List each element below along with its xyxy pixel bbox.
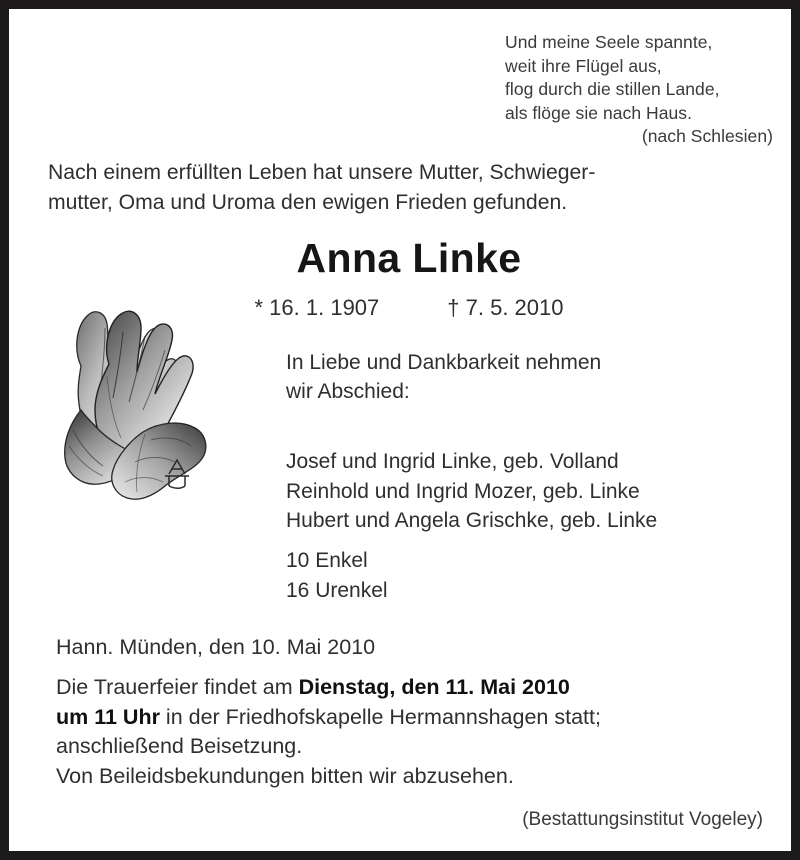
- ceremony-prefix: Die Trauerfeier findet am: [56, 675, 299, 699]
- funeral-home-credit: [9, 809, 763, 831]
- birth-date: * 16. 1. 1907: [254, 295, 380, 320]
- deceased-name: Anna Linke: [296, 235, 522, 281]
- ceremony-time-bold: um 11 Uhr: [56, 704, 160, 729]
- ceremony-line-1: [56, 673, 756, 703]
- ceremony-date-bold: Dienstag, den 11. Mai 2010: [298, 675, 570, 699]
- life-dates: [189, 295, 629, 321]
- ceremony-line-2: [56, 703, 756, 733]
- ceremony-details: [56, 673, 756, 791]
- intro-line-1: Nach einem erfüllten Leben hat unsere Mutter, Schwieger-: [48, 160, 596, 184]
- intro-paragraph: [48, 157, 738, 217]
- poem-line-2: weit ihre Flügel aus,: [505, 55, 662, 76]
- memorial-poem: [505, 31, 773, 149]
- farewell-line-1: In Liebe und Dankbarkeit nehmen: [286, 351, 602, 374]
- list-item: Josef und Ingrid Linke, geb. Volland: [286, 450, 619, 473]
- poem-line-1: Und meine Seele spannte,: [505, 32, 713, 52]
- funeral-home-name: (Bestattungsinstitut Vogeley): [522, 809, 763, 830]
- ceremony-line-4: Von Beileidsbekundungen bitten wir abzusehen.: [56, 763, 514, 788]
- poem-line-4: als flöge sie nach Haus.: [505, 102, 693, 123]
- descendant-counts: [286, 546, 388, 605]
- poem-attribution: (nach Schlesien): [641, 126, 773, 146]
- intro-line-2: mutter, Oma und Uroma den ewigen Frieden gefunden.: [48, 190, 568, 214]
- farewell-line-2: wir Abschied:: [286, 380, 410, 403]
- ceremony-location: in der Friedhofskapelle Hermannshagen statt;: [159, 704, 601, 729]
- death-date: † 7. 5. 2010: [447, 295, 564, 320]
- place-and-date: Hann. Münden, den 10. Mai 2010: [56, 635, 376, 659]
- ceremony-line-3: anschließend Beisetzung.: [56, 734, 303, 758]
- notice-inner: [9, 9, 791, 851]
- praying-hands-illustration: [47, 306, 217, 518]
- farewell-text: [286, 348, 601, 406]
- list-item: 10 Enkel: [286, 549, 368, 572]
- list-item: Reinhold und Ingrid Mozer, geb. Linke: [286, 479, 640, 503]
- family-members-list: [286, 447, 657, 536]
- poem-line-3: flog durch die stillen Lande,: [505, 79, 720, 99]
- list-item: Hubert und Angela Grischke, geb. Linke: [286, 509, 658, 532]
- praying-hands-icon: [47, 306, 217, 518]
- list-item: 16 Urenkel: [286, 578, 388, 602]
